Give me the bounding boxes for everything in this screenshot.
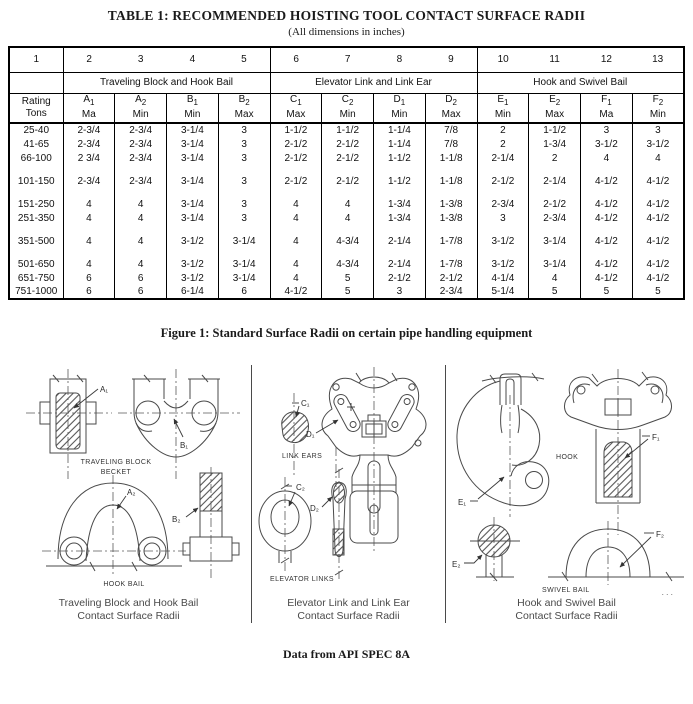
rating-cell: 501-650 xyxy=(9,257,63,271)
panel-hook-swivel xyxy=(446,365,687,623)
value-cell: 6 xyxy=(115,285,167,299)
value-cell: 4-1/2 xyxy=(646,272,670,284)
label-f1: F₁ xyxy=(652,433,660,442)
value-cell: 4-1/2 xyxy=(270,285,322,299)
spacer-cell xyxy=(581,225,633,234)
value-cell: 5 xyxy=(581,285,633,299)
table-row xyxy=(9,151,684,165)
value-cell: 3-1/4 xyxy=(167,137,219,151)
elevator-link-drawing xyxy=(252,365,445,593)
hook-bail-front-view xyxy=(42,475,186,575)
value-cell: 2-3/4 xyxy=(115,174,167,188)
rating-cell: 751-1000 xyxy=(9,285,63,299)
scan-artifact: ... xyxy=(661,587,675,597)
value-cell: 4-3/4 xyxy=(322,234,374,248)
value-cell: 3-1/2 xyxy=(477,234,529,248)
value-cell: 4 xyxy=(270,211,322,225)
value-cell: 3-1/2 xyxy=(581,137,633,151)
value-cell: 2-1/2 xyxy=(529,197,581,211)
panel-caption: Hook and Swivel Bail Contact Surface Radii xyxy=(515,597,618,622)
column-number: 9 xyxy=(425,47,477,72)
value-cell: 1-3/4 xyxy=(374,211,426,225)
value-cell: 3 xyxy=(655,125,661,136)
spacer-cell xyxy=(425,188,477,197)
spacer-cell xyxy=(218,188,270,197)
value-cell: 2-3/4 xyxy=(63,123,115,137)
sub-header: $D_1$ Min xyxy=(374,93,426,123)
spacer-row xyxy=(9,188,684,197)
column-number: 13 xyxy=(632,47,684,72)
value-cell: 2-1/2 xyxy=(374,271,426,285)
spacer-cell xyxy=(167,188,219,197)
spacer-cell xyxy=(529,225,581,234)
label-c2: C₂ xyxy=(296,483,305,492)
value-cell: 3 xyxy=(218,151,270,165)
spacer-cell xyxy=(63,188,115,197)
value-cell: 2 xyxy=(529,151,581,165)
rating-cell: 101-150 xyxy=(9,174,63,188)
column-number: 6 xyxy=(270,47,322,72)
spacer-cell xyxy=(529,188,581,197)
value-cell: 3-1/2 xyxy=(167,234,219,248)
value-cell: 2-1/4 xyxy=(477,151,529,165)
spacer-cell xyxy=(322,165,374,174)
value-cell: 3-1/2 xyxy=(477,257,529,271)
spacer-cell xyxy=(167,225,219,234)
panel-caption: Traveling Block and Hook Bail Contact Surface Radii xyxy=(58,597,199,622)
hook-bail-caption: HOOK BAIL xyxy=(103,581,145,588)
spacer-cell xyxy=(581,248,633,257)
value-cell: 7/8 xyxy=(425,137,477,151)
spacer-cell xyxy=(374,165,426,174)
column-number: 12 xyxy=(581,47,633,72)
value-cell: 3-1/4 xyxy=(218,257,270,271)
value-cell: 1-3/4 xyxy=(529,137,581,151)
label-d2: D₂ xyxy=(310,504,319,513)
spacer-cell xyxy=(632,165,684,174)
rating-cell: 66-100 xyxy=(9,151,63,165)
swivel-bail-caption: SWIVEL BAIL xyxy=(542,587,590,593)
hatched-contact-area xyxy=(56,393,80,449)
group-header: Hook and Swivel Bail xyxy=(477,72,684,93)
figure-1 xyxy=(6,365,687,623)
value-cell: 4 xyxy=(63,257,115,271)
value-cell: 6 xyxy=(63,271,115,285)
hook-bail-side-view xyxy=(172,467,239,579)
link-ears-caption: LINK EARS xyxy=(282,453,323,460)
value-cell: 4 xyxy=(581,151,633,165)
group-header-blank xyxy=(9,72,63,93)
spacer-cell xyxy=(270,225,322,234)
panel-traveling-block xyxy=(6,365,252,623)
spacer-cell xyxy=(529,248,581,257)
spacer-cell xyxy=(218,248,270,257)
spacer-cell xyxy=(218,165,270,174)
value-cell: 1-3/8 xyxy=(425,197,477,211)
value-cell: 2-1/4 xyxy=(374,234,426,248)
spacer-cell xyxy=(632,225,684,234)
spacer-cell xyxy=(115,248,167,257)
rating-cell: 651-750 xyxy=(9,271,63,285)
value-cell: 4-1/2 xyxy=(581,271,633,285)
value-cell: 1-1/2 xyxy=(322,123,374,137)
value-cell: 3 xyxy=(218,197,270,211)
value-cell: 6-1/4 xyxy=(167,285,219,299)
value-cell: 2 3/4 xyxy=(63,151,115,165)
value-cell: 4 xyxy=(115,211,167,225)
spacer-cell xyxy=(115,188,167,197)
rating-cell: 151-250 xyxy=(9,197,63,211)
value-cell: 2-1/2 xyxy=(322,137,374,151)
spacer-cell xyxy=(322,248,374,257)
elevator-links-caption: ELEVATOR LINKS xyxy=(270,576,334,583)
column-number: 5 xyxy=(218,47,270,72)
label-e2: E₂ xyxy=(452,560,461,569)
value-cell: 2-1/2 xyxy=(322,174,374,188)
table-row xyxy=(9,271,684,285)
value-cell: 3-1/4 xyxy=(218,234,270,248)
becket-caption-line1: TRAVELING BLOCK xyxy=(80,459,152,466)
value-cell: 4-1/2 xyxy=(646,198,670,210)
value-cell: 1-1/2 xyxy=(529,123,581,137)
value-cell: 4-3/4 xyxy=(322,257,374,271)
spacer-cell xyxy=(63,165,115,174)
spacer-cell xyxy=(167,248,219,257)
table-row xyxy=(9,234,684,248)
sub-header: $A_1$ Ma xyxy=(63,93,115,123)
spacer-cell xyxy=(374,248,426,257)
value-cell: 5 xyxy=(655,286,661,297)
value-cell: 3-1/4 xyxy=(167,197,219,211)
value-cell: 4 xyxy=(270,271,322,285)
data-source-note: Data from API SPEC 8A xyxy=(282,647,411,661)
spacer-cell xyxy=(9,225,63,234)
value-cell: 3 xyxy=(218,174,270,188)
value-cell: 2 xyxy=(477,137,529,151)
hook-caption: HOOK xyxy=(556,454,579,461)
value-cell: 1-7/8 xyxy=(425,234,477,248)
value-cell: 2-1/2 xyxy=(322,151,374,165)
spacer-cell xyxy=(477,225,529,234)
value-cell: 2-3/4 xyxy=(115,151,167,165)
spacer-cell xyxy=(632,188,684,197)
value-cell: 7/8 xyxy=(425,123,477,137)
value-cell: 4 xyxy=(529,271,581,285)
value-cell: 4-1/2 xyxy=(581,234,633,248)
column-number: 1 xyxy=(9,47,63,72)
sub-header: $C_2$ Min xyxy=(322,93,374,123)
table-row xyxy=(9,123,684,137)
value-cell: 2-1/2 xyxy=(425,271,477,285)
value-cell: 6 xyxy=(63,285,115,299)
value-cell: 4 xyxy=(63,197,115,211)
value-cell: 3-1/4 xyxy=(529,257,581,271)
group-header: Elevator Link and Link Ear xyxy=(270,72,477,93)
value-cell: 1-1/2 xyxy=(270,123,322,137)
table-row xyxy=(9,257,684,271)
column-number: 3 xyxy=(115,47,167,72)
label-a2: A₂ xyxy=(127,488,136,497)
hatched-contact-area xyxy=(200,473,222,511)
hatched-contact-area xyxy=(334,483,345,503)
value-cell: 4 xyxy=(115,257,167,271)
spacer-cell xyxy=(9,248,63,257)
hook-view xyxy=(457,373,549,517)
value-cell: 4-1/2 xyxy=(646,258,670,270)
group-header-row xyxy=(9,72,684,93)
label-c1: C₁ xyxy=(301,399,310,408)
value-cell: 1-3/8 xyxy=(425,211,477,225)
spacer-cell xyxy=(425,225,477,234)
value-cell: 2-1/4 xyxy=(374,257,426,271)
elevator-body-view xyxy=(306,367,426,551)
spacer-row xyxy=(9,165,684,174)
swivel-bail-section xyxy=(452,517,520,581)
column-number: 2 xyxy=(63,47,115,72)
elevator-link-eye-view xyxy=(259,477,311,571)
value-cell: 5 xyxy=(529,285,581,299)
label-f2: F₂ xyxy=(656,530,664,539)
spacer-cell xyxy=(218,225,270,234)
value-cell: 4 xyxy=(115,197,167,211)
value-cell: 4 xyxy=(322,211,374,225)
swivel-bail-assembly-view xyxy=(564,369,671,535)
becket-caption-line2: BECKET xyxy=(100,469,132,476)
value-cell: 3-1/4 xyxy=(167,123,219,137)
spacer-cell xyxy=(529,165,581,174)
spacer-cell xyxy=(322,188,374,197)
value-cell: 2-1/2 xyxy=(270,174,322,188)
value-cell: 4-1/2 xyxy=(646,175,670,187)
value-cell: 3-1/2 xyxy=(167,257,219,271)
rating-cell: 351-500 xyxy=(9,234,63,248)
hatched-contact-area xyxy=(282,412,309,443)
group-header: Traveling Block and Hook Bail xyxy=(63,72,270,93)
label-d1: D₁ xyxy=(306,430,315,439)
radii-table xyxy=(8,46,685,300)
sub-header-row xyxy=(9,93,684,123)
value-cell: 2-3/4 xyxy=(115,137,167,151)
table-row xyxy=(9,174,684,188)
column-number: 11 xyxy=(529,47,581,72)
value-cell: 5-1/4 xyxy=(477,285,529,299)
spacer-cell xyxy=(581,165,633,174)
value-cell: 3 xyxy=(218,211,270,225)
spacer-cell xyxy=(632,248,684,257)
spacer-cell xyxy=(374,188,426,197)
value-cell: 4-1/2 xyxy=(581,257,633,271)
label-b2: B₂ xyxy=(172,515,181,524)
traveling-block-drawing xyxy=(6,365,251,593)
value-cell: 4 xyxy=(270,197,322,211)
value-cell: 1-1/8 xyxy=(425,151,477,165)
value-cell: 3-1/4 xyxy=(529,234,581,248)
spacer-cell xyxy=(425,165,477,174)
value-cell: 3-1/4 xyxy=(167,151,219,165)
value-cell: 1-1/8 xyxy=(425,174,477,188)
value-cell: 4-1/2 xyxy=(646,235,670,247)
value-cell: 2-3/4 xyxy=(115,123,167,137)
spacer-cell xyxy=(9,165,63,174)
value-cell: 3-1/4 xyxy=(167,174,219,188)
value-cell: 4-1/2 xyxy=(581,211,633,225)
value-cell: 1-1/4 xyxy=(374,123,426,137)
value-cell: 3-1/4 xyxy=(167,211,219,225)
table-row xyxy=(9,197,684,211)
hook-swivel-drawing xyxy=(446,365,686,593)
value-cell: 3-1/4 xyxy=(218,271,270,285)
spacer-cell xyxy=(374,225,426,234)
spacer-cell xyxy=(167,165,219,174)
value-cell: 3 xyxy=(218,123,270,137)
sub-header: $C_1$ Max xyxy=(270,93,322,123)
figure-title: Figure 1: Standard Surface Radii on certain pipe handling equipment xyxy=(160,326,533,340)
hatched-contact-area xyxy=(604,442,632,497)
sub-header: $F_1$ Ma xyxy=(581,93,633,123)
value-cell: 4 xyxy=(322,197,374,211)
value-cell: 4 xyxy=(270,234,322,248)
spacer-cell xyxy=(477,248,529,257)
value-cell: 3 xyxy=(374,285,426,299)
rating-header: Rating Tons xyxy=(9,93,63,123)
value-cell: 4-1/4 xyxy=(477,271,529,285)
value-cell: 4 xyxy=(115,234,167,248)
sub-header: $F_2$ Min xyxy=(632,93,684,123)
spacer-cell xyxy=(322,225,374,234)
value-cell: 2-3/4 xyxy=(529,211,581,225)
value-cell: 5 xyxy=(322,285,374,299)
table-row xyxy=(9,137,684,151)
spacer-cell xyxy=(115,225,167,234)
sub-header: $E_1$ Min xyxy=(477,93,529,123)
column-number-row xyxy=(9,47,684,72)
table-body xyxy=(9,123,684,299)
value-cell: 1-1/2 xyxy=(374,151,426,165)
value-cell: 4-1/2 xyxy=(646,212,670,224)
column-number: 7 xyxy=(322,47,374,72)
value-cell: 3 xyxy=(218,137,270,151)
value-cell: 2-3/4 xyxy=(63,174,115,188)
value-cell: 1-3/4 xyxy=(374,197,426,211)
spacer-cell xyxy=(425,248,477,257)
value-cell: 3 xyxy=(477,211,529,225)
value-cell: 2-1/2 xyxy=(477,174,529,188)
spacer-cell xyxy=(9,188,63,197)
table-title: TABLE 1: RECOMMENDED HOISTING TOOL CONTACT SURFACE RADII xyxy=(107,8,586,23)
value-cell: 6 xyxy=(115,271,167,285)
value-cell: 2-3/4 xyxy=(425,285,477,299)
value-cell: 1-1/2 xyxy=(374,174,426,188)
label-a1: A₁ xyxy=(100,385,109,394)
spacer-row xyxy=(9,248,684,257)
column-number: 4 xyxy=(167,47,219,72)
column-number: 8 xyxy=(374,47,426,72)
panel-elevator-link xyxy=(252,365,446,623)
sub-header: $E_2$ Max xyxy=(529,93,581,123)
spacer-cell xyxy=(477,188,529,197)
label-e1: E₁ xyxy=(458,498,467,507)
value-cell: 1-1/4 xyxy=(374,137,426,151)
spacer-cell xyxy=(63,248,115,257)
value-cell: 2-3/4 xyxy=(477,197,529,211)
spacer-cell xyxy=(581,188,633,197)
value-cell: 3-1/2 xyxy=(646,138,670,150)
table-subtitle: (All dimensions in inches) xyxy=(288,26,405,38)
sub-header: $B_1$ Min xyxy=(167,93,219,123)
value-cell: 2-1/4 xyxy=(529,174,581,188)
value-cell: 4 xyxy=(270,257,322,271)
panel-caption: Elevator Link and Link Ear Contact Surface Radii xyxy=(287,597,410,622)
column-number: 10 xyxy=(477,47,529,72)
value-cell: 2-1/2 xyxy=(270,137,322,151)
swivel-bail-arch-view xyxy=(548,521,684,585)
table-row xyxy=(9,285,684,299)
spacer-cell xyxy=(477,165,529,174)
sub-header: $B_2$ Max xyxy=(218,93,270,123)
spacer-cell xyxy=(270,188,322,197)
value-cell: 6 xyxy=(218,285,270,299)
spacer-cell xyxy=(270,165,322,174)
rating-cell: 41-65 xyxy=(9,137,63,151)
value-cell: 4 xyxy=(63,234,115,248)
spacer-cell xyxy=(115,165,167,174)
value-cell: 3-1/2 xyxy=(167,271,219,285)
value-cell: 2-3/4 xyxy=(63,137,115,151)
value-cell: 4-1/2 xyxy=(581,197,633,211)
spacer-cell xyxy=(270,248,322,257)
value-cell: 1-7/8 xyxy=(425,257,477,271)
spacer-row xyxy=(9,225,684,234)
label-b1: B₁ xyxy=(180,441,189,450)
value-cell: 2-1/2 xyxy=(270,151,322,165)
sub-header: $D_2$ Max xyxy=(425,93,477,123)
value-cell: 4 xyxy=(655,152,661,164)
value-cell: 4 xyxy=(63,211,115,225)
value-cell: 2 xyxy=(477,123,529,137)
spacer-cell xyxy=(63,225,115,234)
sub-header: $A_2$ Min xyxy=(115,93,167,123)
hatched-contact-area xyxy=(333,529,344,555)
rating-cell: 251-350 xyxy=(9,211,63,225)
value-cell: 3 xyxy=(581,123,633,137)
rating-cell: 25-40 xyxy=(9,123,63,137)
value-cell: 5 xyxy=(322,271,374,285)
value-cell: 4-1/2 xyxy=(581,174,633,188)
elevator-link-profile-view xyxy=(310,468,346,579)
table-row xyxy=(9,211,684,225)
